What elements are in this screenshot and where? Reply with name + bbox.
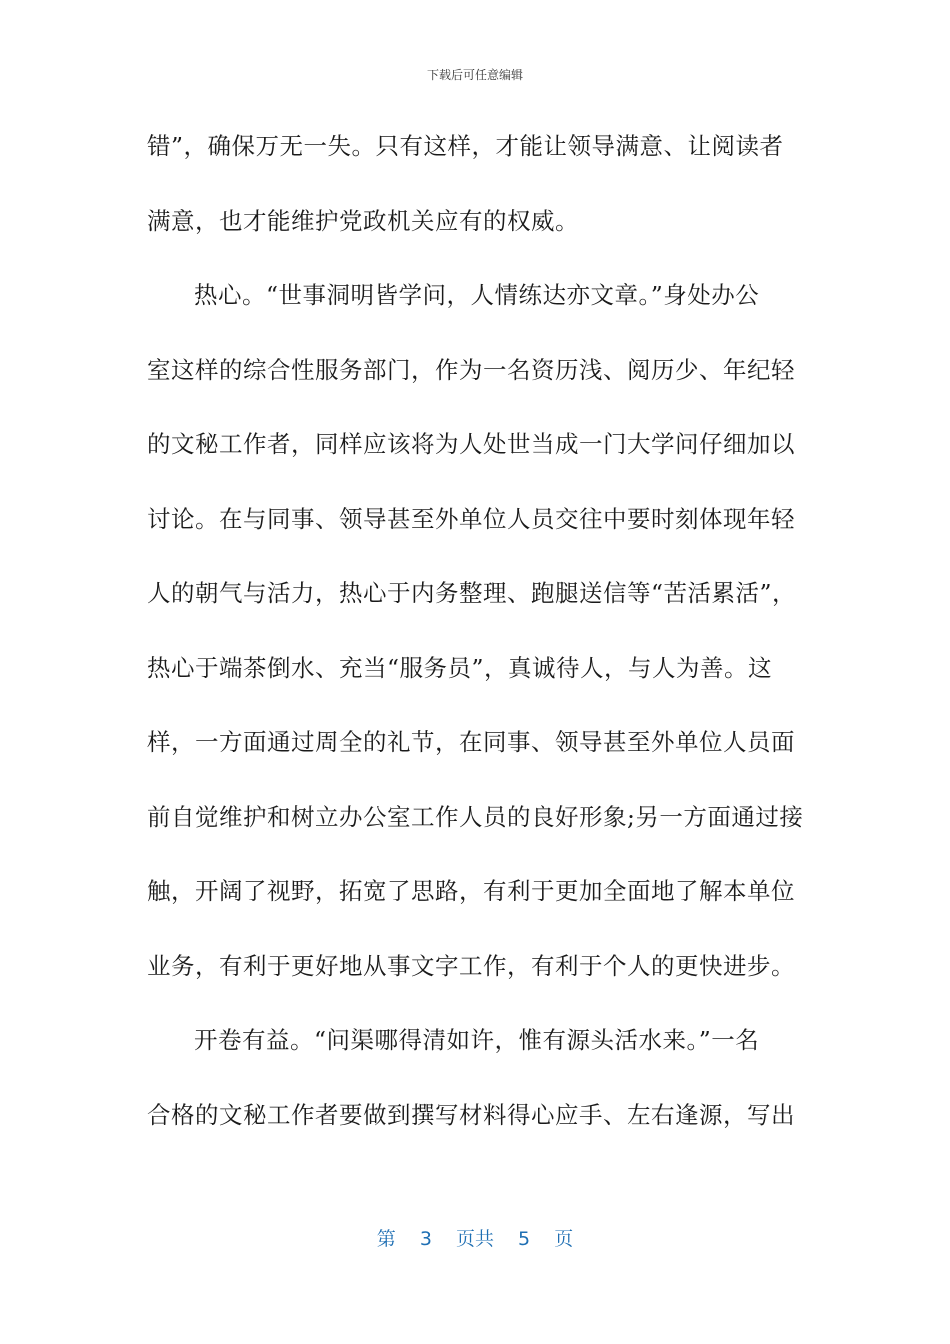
page-number-footer bbox=[0, 1224, 950, 1251]
text-line: 业务，有利于更好地从事文字工作，有利于个人的更快进步。 bbox=[147, 951, 795, 980]
text-line: 室这样的综合性服务部门，作为一名资历浅、阅历少、年纪轻 bbox=[147, 355, 795, 384]
text-line: 样，一方面通过周全的礼节，在同事、领导甚至外单位人员面 bbox=[147, 728, 795, 756]
text-line: 合格的文秘工作者要做到撰写材料得心应手、左右逢源，写出 bbox=[147, 1100, 795, 1129]
document-body bbox=[147, 122, 807, 1165]
current-page-number: 3 bbox=[419, 1228, 432, 1250]
page-header-note: 下载后可任意编辑 bbox=[426, 68, 523, 82]
text-line: 热心。“世事洞明皆学问，人情练达亦文章。”身处办公 bbox=[194, 281, 760, 309]
total-page-count: 5 bbox=[518, 1228, 531, 1250]
footer-suffix: 页 bbox=[554, 1228, 574, 1250]
text-line: 的文秘工作者，同样应该将为人处世当成一门大学问仔细加以 bbox=[147, 430, 795, 458]
text-line: 讨论。在与同事、领导甚至外单位人员交往中要时刻体现年轻 bbox=[147, 504, 795, 533]
text-line: 开卷有益。“问渠哪得清如许，惟有源头活水来。”一名 bbox=[194, 1026, 760, 1054]
text-line: 人的朝气与活力，热心于内务整理、跑腿送信等“苦活累活”， bbox=[147, 579, 797, 607]
text-line: 热心于端茶倒水、充当“服务员”，真诚待人，与人为善。这 bbox=[147, 653, 773, 682]
text-line: 错”，确保万无一失。只有这样，才能让领导满意、让阅读者 bbox=[147, 132, 784, 160]
footer-prefix: 第 bbox=[376, 1228, 396, 1250]
text-line: 前自觉维护和树立办公室工作人员的良好形象;另一方面通过接 bbox=[147, 802, 804, 831]
footer-middle: 页共 bbox=[455, 1228, 494, 1250]
text-line: 满意，也才能维护党政机关应有的权威。 bbox=[147, 206, 579, 235]
text-line: 触，开阔了视野，拓宽了思路，有利于更加全面地了解本单位 bbox=[147, 877, 795, 905]
